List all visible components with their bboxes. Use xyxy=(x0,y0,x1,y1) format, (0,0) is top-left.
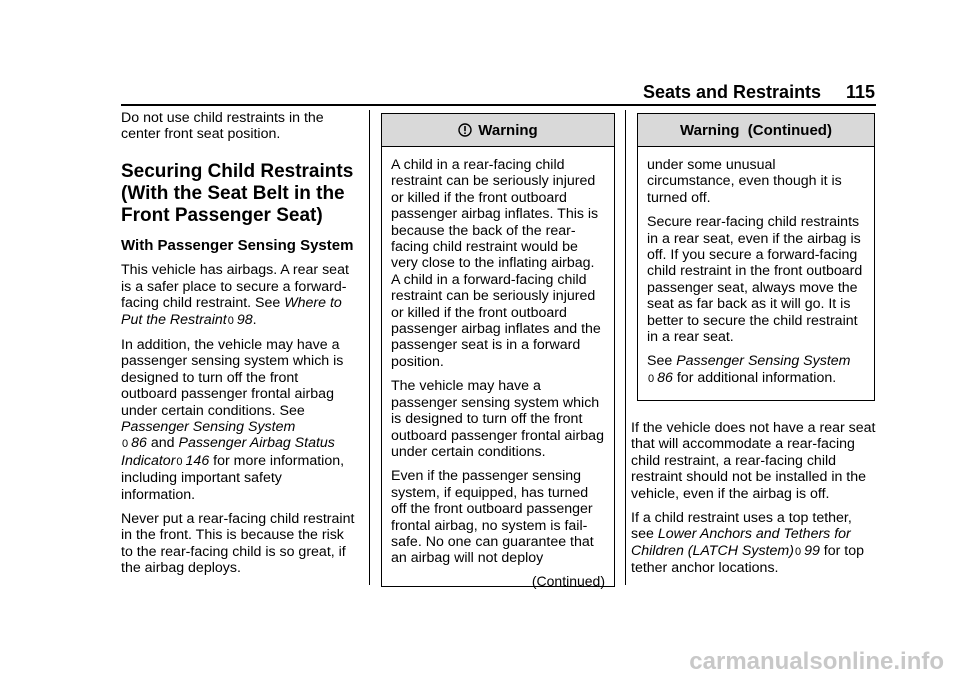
cross-reference-link[interactable]: Passenger Sensing System xyxy=(676,353,851,370)
page-reference-number[interactable]: 146 xyxy=(185,452,210,469)
warning-icon xyxy=(458,123,472,137)
page-number: 115 xyxy=(846,82,876,102)
warning-box xyxy=(381,113,615,587)
warning-paragraph: Secure rear-facing child restraints in a rear seat, even if the airbag is off. If you secure a forward-facing child restraint in the front outboard passenger seat, always move the seat as far back as it will go. It is better to secure the child restraint in a rear seat. xyxy=(647,214,863,346)
continued-label: (Continued) xyxy=(531,572,605,589)
subsection-title: With Passenger Sensing System xyxy=(121,236,354,254)
watermark-text: carmanualsonline.info xyxy=(689,648,944,675)
paragraph-sensing xyxy=(121,337,357,503)
right-column xyxy=(631,420,877,585)
paragraph-text: for more information, including important safety information. xyxy=(121,452,345,503)
page-reference-number[interactable]: 86 xyxy=(657,369,673,386)
cross-reference-link[interactable]: Passenger Sensing System xyxy=(121,418,296,435)
paragraph-no-rear-seat: If the vehicle does not have a rear seat that will accommodate a rear-facing child restraint, a rear-facing child restraint should not be installed in the vehicle, even if the airbag is off. xyxy=(631,420,876,502)
page-reference-icon: 0 xyxy=(122,438,129,451)
paragraph-text: See xyxy=(279,402,305,419)
warning-continued-header xyxy=(638,114,874,147)
header-rule xyxy=(121,104,876,106)
page-reference-icon: 0 xyxy=(794,545,802,558)
paragraph-top-tether xyxy=(631,510,877,577)
page-reference-icon: 0 xyxy=(648,372,655,385)
paragraph-text: for additional information. xyxy=(676,369,837,386)
section-title: Securing Child Restraints (With the Seat Belt in the Front Passenger Seat) xyxy=(121,160,354,226)
warning-title: Warning xyxy=(478,121,538,139)
cross-reference-link[interactable]: Passenger Airbag Status Indicator xyxy=(121,435,335,469)
paragraph-text: and xyxy=(150,435,175,452)
intro-paragraph: Do not use child restraints in the center front seat position. xyxy=(121,110,324,143)
page-reference-number[interactable]: 98 xyxy=(236,311,253,328)
paragraph-text: If a child restraint uses a top tether, see xyxy=(631,510,852,543)
warning-paragraph: A child in a rear-facing child restraint can be seriously injured or killed if the front outboard passenger airbag inflates. This is because the back of the rear-facing child restraint would be very close to the inflating airbag. A child in a forward-facing child restraint can be seriously injured or killed if the front outboard passenger airbag inflates and the passenger seat is in a forward position. xyxy=(391,157,601,370)
paragraph-text: This vehicle has airbags. A rear seat is a safer place to secure a forward-facing child restraint. See xyxy=(121,262,349,312)
page-reference-icon: 0 xyxy=(176,455,183,468)
paragraph-text: See xyxy=(647,353,673,370)
warning-continued-box xyxy=(637,113,875,401)
left-column xyxy=(121,110,357,585)
warning-paragraph: Even if the passenger sensing system, if equipped, has turned off the front outboard passenger frontal airbag, no system is fail-safe. No one can guarantee that an airbag will not deploy xyxy=(391,468,594,567)
paragraph-text: for top tether anchor locations. xyxy=(631,542,865,577)
warning-continued-title: Warning (Continued) xyxy=(680,121,832,139)
column-divider xyxy=(369,110,370,585)
page-reference-number[interactable]: 99 xyxy=(804,542,820,559)
warning-header xyxy=(382,114,614,147)
page-reference-icon: 0 xyxy=(227,314,234,327)
warning-paragraph: under some unusual circumstance, even though it is turned off. xyxy=(647,157,842,206)
paragraph-airbags: This vehicle has airbags. A rear seat is a safer place to secure a forward-facing child restraint. See Where to Put the Restraint0 98. xyxy=(121,262,349,328)
paragraph-text: In addition, the vehicle may have a passenger sensing system which is designed to turn off the front outboard passenger frontal airbag under certain conditions. xyxy=(121,336,344,419)
paragraph-never: Never put a rear-facing child restraint in the front. This is because the risk to the rear-facing child is so great, if the airbag deploys. xyxy=(121,511,355,577)
warning-paragraph xyxy=(647,353,865,387)
warning-body xyxy=(382,147,614,589)
page-reference-number[interactable]: 86 xyxy=(131,435,147,452)
section-header-title: Seats and Restraints xyxy=(643,82,822,102)
warning-continued-body xyxy=(638,147,874,387)
column-divider xyxy=(625,110,626,585)
warning-paragraph: The vehicle may have a passenger sensing system which is designed to turn off the front outboard passenger frontal airbag under certain conditions. xyxy=(391,378,604,460)
cross-reference-link[interactable]: Where to Put the Restraint xyxy=(121,295,342,328)
cross-reference-link[interactable]: Lower Anchors and Tethers for Children (LATCH System) xyxy=(631,526,851,559)
